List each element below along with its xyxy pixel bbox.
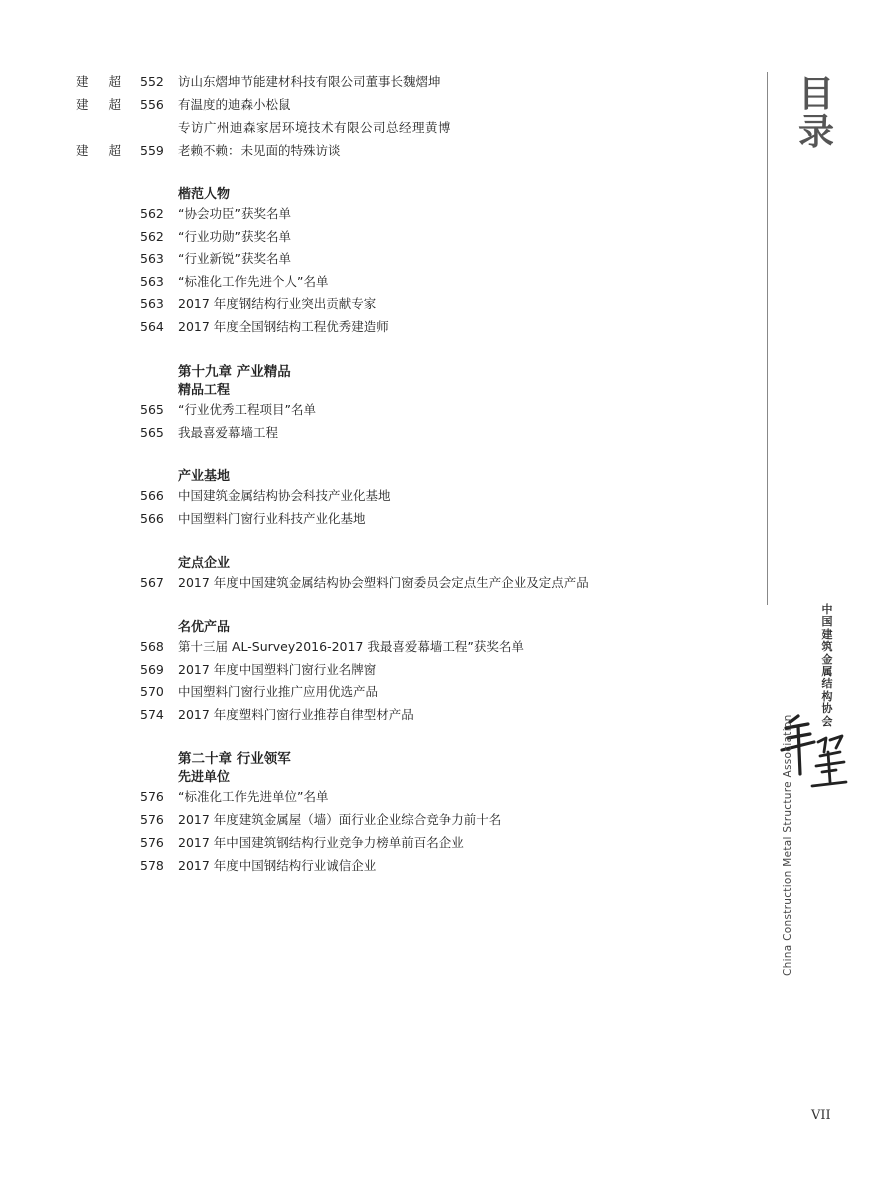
toc-page-number: 576: [140, 812, 164, 827]
toc-author: 建 超: [76, 97, 129, 112]
toc-page-number: 565: [140, 425, 164, 440]
contents-heading: 目录: [797, 74, 834, 153]
toc-title: 2017 年度中国塑料门窗行业名牌窗: [178, 662, 377, 677]
toc-title: “行业新锐”获奖名单: [178, 251, 291, 266]
toc-title: “行业优秀工程项目”名单: [178, 402, 316, 417]
toc-page-number: 552: [140, 74, 164, 89]
toc-title: 2017 年度全国钢结构工程优秀建造师: [178, 319, 389, 334]
toc-page-number: 556: [140, 97, 164, 112]
toc-title: 2017 年度中国建筑金属结构协会塑料门窗委员会定点生产企业及定点产品: [178, 575, 589, 590]
toc-title: 有温度的迪森小松鼠: [178, 97, 291, 112]
toc-page-number: 566: [140, 488, 164, 503]
page-number: VII: [811, 1108, 831, 1123]
toc-title: “行业功勋”获奖名单: [178, 229, 291, 244]
toc-page-number: 562: [140, 229, 164, 244]
toc-page-number: 576: [140, 789, 164, 804]
toc-title: 中国塑料门窗行业推广应用优选产品: [178, 684, 379, 699]
toc-title: 2017 年度中国钢结构行业诚信企业: [178, 858, 377, 873]
section-heading: 定点企业: [178, 556, 231, 571]
toc-author: 建 超: [76, 74, 129, 89]
toc-page-number: 568: [140, 639, 164, 654]
section-heading: 楷范人物: [178, 187, 231, 202]
divider-line: [767, 72, 768, 605]
toc-page-number: 562: [140, 206, 164, 221]
toc-page-number: 570: [140, 684, 164, 699]
toc-title: 2017 年中国建筑钢结构行业竞争力榜单前百名企业: [178, 835, 464, 850]
toc-page-number: 563: [140, 296, 164, 311]
toc-title: 我最喜爱幕墙工程: [178, 425, 279, 440]
toc-title: 2017 年度塑料门窗行业推荐自律型材产品: [178, 707, 414, 722]
chapter-title: 第二十章 行业领军: [178, 751, 291, 767]
toc-page-number: 569: [140, 662, 164, 677]
association-name-vertical: 中国建筑金属结构协会: [821, 603, 833, 728]
toc-page-number: 564: [140, 319, 164, 334]
section-heading: 产业基地: [178, 469, 231, 484]
toc-title: 2017 年度钢结构行业突出贡献专家: [178, 296, 377, 311]
toc-title: 中国塑料门窗行业科技产业化基地: [178, 511, 366, 526]
section-heading: 名优产品: [178, 620, 231, 635]
toc-page-number: 567: [140, 575, 164, 590]
toc-title: 访山东熠坤节能建材科技有限公司董事长魏熠坤: [178, 74, 441, 89]
toc-title: “标准化工作先进个人”名单: [178, 274, 329, 289]
toc-title: “协会功臣”获奖名单: [178, 206, 291, 221]
association-name-english: China Construction Metal Structure Association: [782, 714, 794, 976]
toc-title: 第十三届 AL-Survey2016-2017 我最喜爱幕墙工程”获奖名单: [178, 639, 524, 654]
toc-title: 老赖不赖：未见面的特殊访谈: [178, 143, 341, 158]
toc-title: “标准化工作先进单位”名单: [178, 789, 329, 804]
toc-page-number: 559: [140, 143, 164, 158]
toc-title: 2017 年度建筑金属屋（墙）面行业企业综合竞争力前十名: [178, 812, 502, 827]
toc-page-number: 574: [140, 707, 164, 722]
toc-page-number: 578: [140, 858, 164, 873]
toc-page-number: 565: [140, 402, 164, 417]
toc-subtitle: 专访广州迪森家居环境技术有限公司总经理黄博: [178, 120, 452, 135]
toc-page-number: 566: [140, 511, 164, 526]
toc-page-number: 563: [140, 251, 164, 266]
toc-page-number: 576: [140, 835, 164, 850]
toc-page-number: 563: [140, 274, 164, 289]
section-heading: 精品工程: [178, 383, 231, 398]
toc-title: 中国建筑金属结构协会科技产业化基地: [178, 488, 391, 503]
toc-author: 建 超: [76, 143, 129, 158]
chapter-title: 第十九章 产业精品: [178, 364, 291, 380]
section-heading: 先进单位: [178, 770, 231, 785]
